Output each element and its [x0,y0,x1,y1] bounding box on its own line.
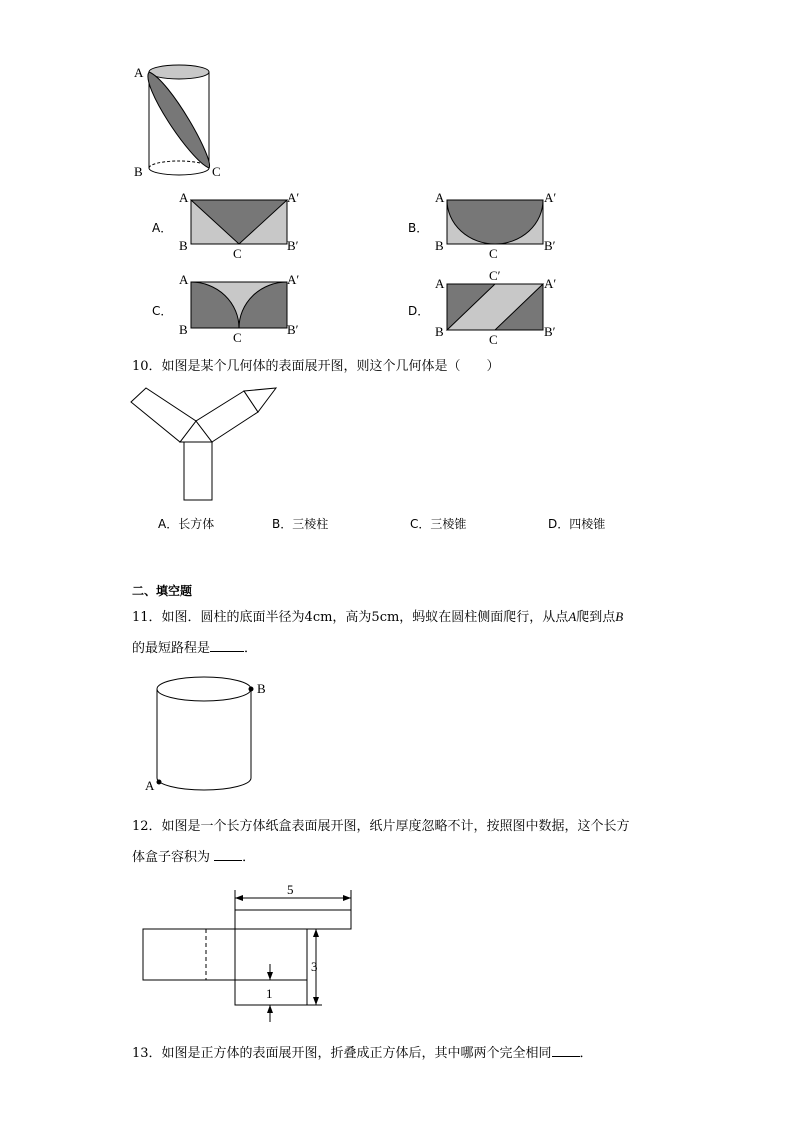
q9-d-label-Bp: B′ [544,324,556,339]
q9-option-c-figure[interactable] [175,272,305,344]
q9-a-label-C: C [233,246,242,261]
q12-dim-bottom: 1 [266,986,273,1001]
q9-b-label-Bp: B′ [544,238,556,253]
q12-dim-side: 3 [311,959,318,974]
q12-box-net-figure [140,882,370,1027]
q9-a-label-Ap: A′ [287,190,300,205]
q9-option-a-letter[interactable]: A． [152,221,173,235]
q9-d-label-Ap: A′ [544,276,557,291]
q9-c-label-C: C [233,330,242,345]
q9-c-label-A: A [179,272,189,287]
q9-option-d-figure[interactable] [432,268,562,346]
q9-cylinder-figure [130,60,230,185]
q9-label-C: C [212,164,221,179]
q9-d-label-B: B [435,324,444,339]
q9-d-label-Cp: C′ [489,268,501,283]
section-heading-fill-blank: 二、填空题 [132,584,193,598]
q9-option-a-figure[interactable] [175,190,305,262]
q9-d-label-C: C [489,332,498,347]
q11-label-B: B [257,681,266,696]
q11-label-A: A [145,778,155,793]
q9-c-label-Bp: B′ [287,322,299,337]
q11-line1-mid: 爬到点 [576,610,616,625]
q13-answer-blank[interactable] [552,1044,580,1057]
q11-point-a: A [568,609,577,624]
q12-question-line1: 12．如图是一个长方体纸盒表面展开图，纸片厚度忽略不计，按照图中数据，这个长方 [132,819,630,834]
q13-text-suffix: ． [579,1046,593,1061]
q10-option-c[interactable]: C．三棱锥 [410,517,467,531]
q10-option-b[interactable]: B．三棱柱 [272,517,329,531]
q13-question-text [132,1044,593,1063]
q9-b-label-B: B [435,238,444,253]
q9-b-label-A: A [435,190,445,205]
q11-point-b: B [615,609,624,624]
q9-option-c-letter[interactable]: C． [152,304,173,318]
q9-a-label-B: B [179,238,188,253]
q9-option-d-letter[interactable]: D． [408,304,430,318]
q9-label-A: A [134,65,144,80]
q11-line2-prefix: 的最短路程是 [132,641,211,656]
q11-line1-text: 11．如图．圆柱的底面半径为4cm，高为5cm，蚂蚁在圆柱侧面爬行，从点 [132,610,569,625]
q11-answer-blank[interactable] [210,639,244,652]
q9-c-label-Ap: A′ [287,272,300,287]
q9-option-b-figure[interactable] [432,190,562,262]
q10-question-text: 10．如图是某个几何体的表面展开图，则这个几何体是（ ） [132,359,500,374]
q9-a-label-A: A [179,190,189,205]
q13-text-prefix: 13．如图是正方体的表面展开图，折叠成正方体后，其中哪两个完全相同 [132,1046,552,1061]
q12-question-line2 [132,848,255,867]
q9-c-label-B: B [179,322,188,337]
q12-line2-prefix: 体盒子容积为 [132,850,215,865]
q11-cylinder-figure [140,672,280,798]
q9-b-label-Ap: A′ [544,190,557,205]
q10-option-d[interactable]: D．四棱锥 [548,517,606,531]
q12-line2-suffix: ． [242,850,256,865]
q11-question-line2 [132,639,257,658]
q9-label-B: B [134,164,143,179]
q9-d-label-A: A [435,276,445,291]
q12-answer-blank[interactable] [214,848,242,861]
q10-option-a[interactable]: A．长方体 [158,517,215,531]
q11-question-line1 [132,608,623,627]
q11-line2-suffix: ． [244,641,258,656]
q9-option-b-letter[interactable]: B． [408,221,429,235]
q12-dim-top: 5 [287,882,294,897]
q9-b-label-C: C [489,246,498,261]
q9-a-label-Bp: B′ [287,238,299,253]
q10-net-figure [128,384,288,504]
